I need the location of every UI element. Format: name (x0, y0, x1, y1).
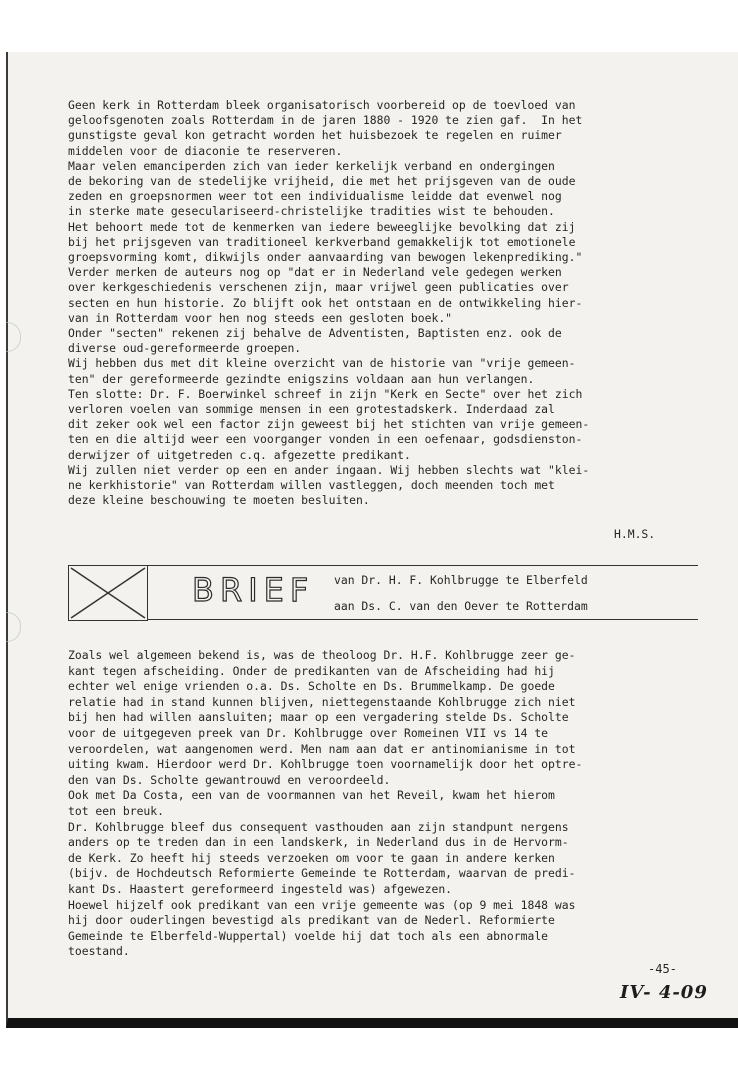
punch-hole-lower (6, 612, 21, 642)
text-line: verloren voelen van sommige mensen in een grotestadskerk. Inderdaad zal (68, 402, 555, 417)
letter-to: aan Ds. C. van den Oever te Rotterdam (334, 599, 588, 613)
text-line: Maar velen emanciperden zich van ieder kerkelijk verband en ondergingen (68, 158, 555, 173)
heading-rule-top (148, 565, 698, 566)
text-line: Verder merken de auteurs nog op "dat er in Nederland vele gedegen werken (68, 265, 562, 280)
text-line: secten en hun historie. Zo blijft ook het ontstaan en de ontwikkeling hier- (68, 295, 583, 310)
text-line: geloofsgenoten zoals Rotterdam in de jaren 1880 - 1920 te zien gaf. In het (68, 113, 583, 128)
text-line: deze kleine beschouwing te moeten besluiten. (68, 493, 370, 508)
page-number: -45- (648, 962, 677, 976)
text-line: Ten slotte: Dr. F. Boerwinkel schreef in zijn "Kerk en Secte" over het zich (68, 386, 583, 401)
letter-text-line: anders op te treden dan in een landskerk, in Nederland dus in de Hervorm- (68, 835, 569, 850)
text-line: zeden en groepsnormen weer tot een individualisme leidde dat evenwel nog (68, 189, 562, 204)
text-line: ne kerkhistorie" van Rotterdam willen vastleggen, doch meenden toch met (68, 478, 555, 493)
letter-text-line: (bijv. de Hochdeutsch Reformierte Gemeinde te Rotterdam, waarvan de predi- (68, 866, 576, 881)
text-line: derwijzer of uitgetreden c.q. afgezette predikant. (68, 447, 411, 462)
intro-text-block (68, 98, 698, 508)
letter-text-line: Zoals wel algemeen bekend is, was de theoloog Dr. H.F. Kohlbrugge zeer ge- (68, 648, 576, 662)
text-line: de bekoring van de stedelijke vrijheid, die met het prijsgeven van de oude (68, 174, 576, 189)
letter-text-line: veroordelen, wat aangenomen werd. Men nam aan dat er antinomianisme in tot (68, 741, 576, 756)
letter-text-line: relatie had in stand kunnen blijven, niettegenstaande Kohlbrugge zich niet (68, 694, 576, 709)
text-line: dit zeker ook wel een factor zijn geweest bij het stichten van vrije gemeen- (68, 417, 590, 432)
text-line: Onder "secten" rekenen zij behalve de Adventisten, Baptisten enz. ook de (68, 326, 562, 341)
punch-hole-upper (6, 322, 21, 352)
letter-from: van Dr. H. F. Kohlbrugge te Elberfeld (334, 573, 588, 587)
letter-text-line: Dr. Kohlbrugge bleef dus consequent vasthouden aan zijn standpunt nergens (68, 819, 569, 834)
letter-text-line: Hoewel hijzelf ook predikant van een vrije gemeente was (op 9 mei 1848 was (68, 897, 576, 912)
text-line: diverse oud-gereformeerde groepen. (68, 341, 302, 356)
letter-text-line: Ook met Da Costa, een van de voormannen van het Reveil, kwam het hierom (68, 788, 555, 803)
letter-text-line: kant Ds. Haastert gereformeerd ingesteld was) afgewezen. (68, 881, 453, 896)
text-line: Wij zullen niet verder op een en ander ingaan. Wij hebben slechts wat "klei- (68, 462, 590, 477)
letter-text-line: echter wel enige vrienden o.a. Ds. Scholte en Ds. Brummelkamp. De goede (68, 679, 555, 694)
letter-text-line: bij hen had willen aansluiten; maar op een vergadering stelde Ds. Scholte (68, 710, 569, 725)
letter-text-line: uiting kwam. Hierdoor werd Dr. Kohlbrugge toen voornamelijk door het optre- (68, 757, 583, 772)
text-line: groepsvorming komt, dikwijls onder aanvaarding van bewogen lekenprediking." (68, 250, 583, 265)
letter-title: BRIEF (192, 571, 315, 609)
text-line: middelen voor de diaconie te reserveren. (68, 143, 343, 158)
letter-heading (68, 565, 698, 621)
letter-text-line: toestand. (68, 944, 130, 959)
letter-text-line: kant tegen afscheiding. Onder de predikanten van de Afscheiding had hij (68, 663, 555, 678)
text-line: Het behoort mede tot de kenmerken van iedere beweeglijke bevolking dat zij (68, 219, 576, 234)
text-line: Geen kerk in Rotterdam bleek organisatorisch voorbereid op de toevloed van (68, 98, 576, 112)
text-line: ten en die altijd weer een voorganger vonden in een oefenaar, godsdienston- (68, 432, 583, 447)
letter-text-line: hij door ouderlingen bevestigd als predikant van de Nederl. Reformierte (68, 913, 555, 928)
letter-intro-text-block (68, 648, 698, 960)
letter-text-line: de Kerk. Zo heeft hij steeds verzoeken om voor te gaan in andere kerken (68, 850, 555, 865)
letter-text-line: voor de uitgegeven preek van Dr. Kohlbrugge over Romeinen VII vs 14 te (68, 725, 549, 740)
text-line: in sterke mate geseculariseerd-christelijke tradities wist te behouden. (68, 204, 555, 219)
crossed-box-icon (68, 565, 148, 621)
letter-text-line: tot een breuk. (68, 803, 165, 818)
heading-rule-bottom (148, 619, 698, 620)
letter-text-line: den van Ds. Scholte gewantrouwd en veroordeeld. (68, 772, 391, 787)
handwritten-note: IV- 4-09 (620, 982, 708, 1003)
text-line: Wij hebben dus met dit kleine overzicht van de historie van "vrije gemeen- (68, 356, 576, 371)
text-line: bij het prijsgeven van traditioneel kerkverband gemakkelijk tot emotionele (68, 234, 576, 249)
letter-text-line: Gemeinde te Elberfeld-Wuppertal) voelde hij dat toch als een abnormale (68, 928, 549, 943)
text-line: ten" der gereformeerde gezindte enigszins voldaan aan hun verlangen. (68, 371, 535, 386)
text-line: van in Rotterdam voor hen nog steeds een gesloten boek." (68, 310, 453, 325)
signature-initials: H.M.S. (614, 527, 656, 541)
text-line: over kerkgeschiedenis verschenen zijn, maar vrijwel geen publicaties over (68, 280, 569, 295)
text-line: gunstigste geval kon getracht worden het huisbezoek te regelen en ruimer (68, 128, 562, 143)
